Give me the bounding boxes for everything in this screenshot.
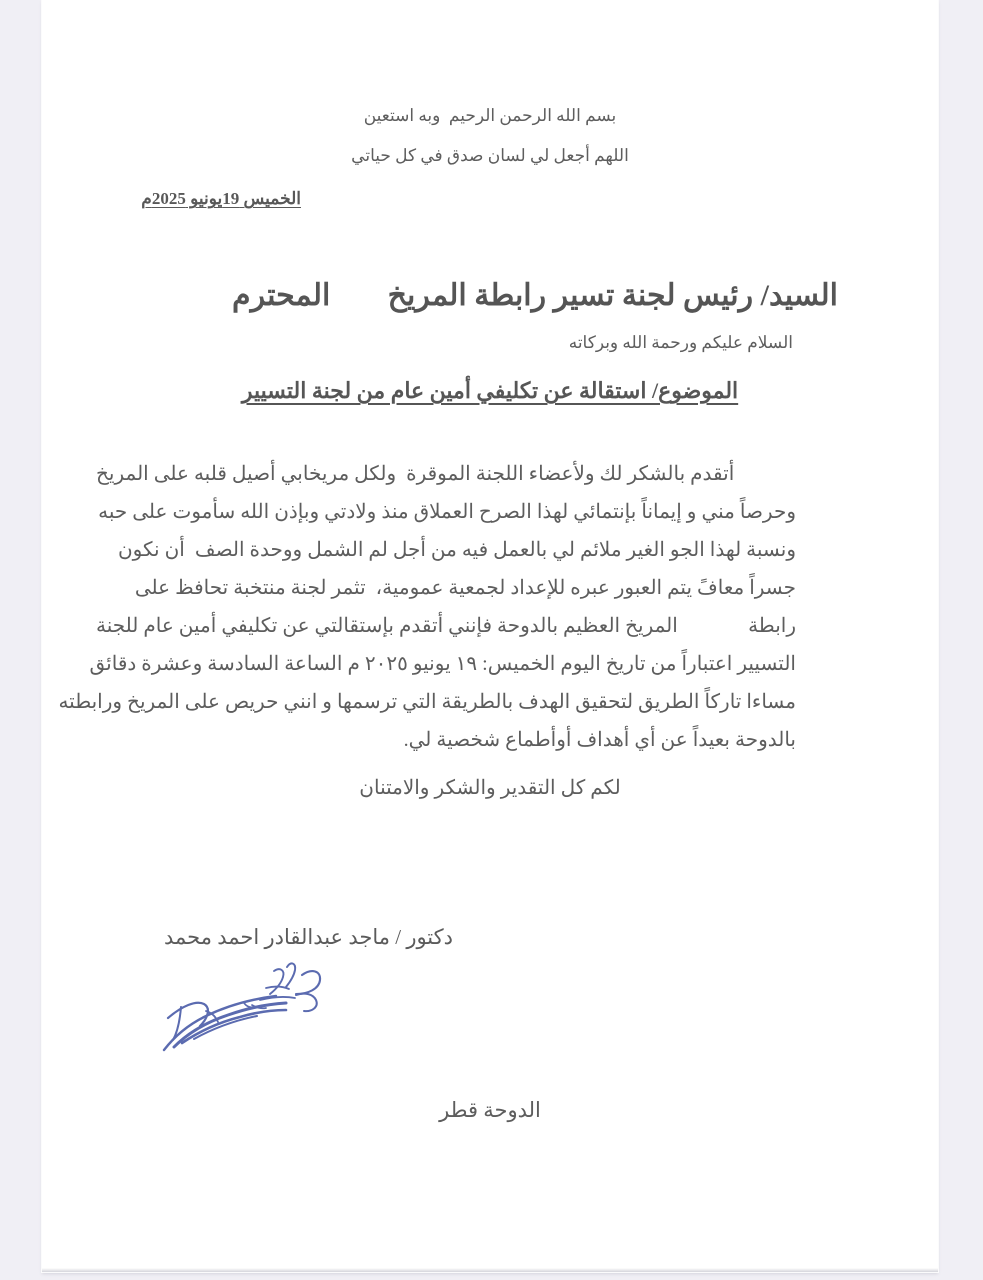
body-line-segment: وحرصاً مني و إيماناً بإنتمائي لهذا الصرح العملاق منذ ولادتي وبإذن الله سأموت على حبه [98,501,796,523]
body-line [58,683,796,721]
body-line [96,569,796,607]
body-line-segment: المريخ العظيم بالدوحة فإنني أتقدم بإستقالتي عن تكليفي أمين عام للجنة [96,615,678,637]
letter-date: الخميس 19يونيو 2025م [141,189,301,208]
body-line-segment: جسراً معافً يتم العبور عبره للإعداد لجمعية عمومية، تثمر لجنة منتخبة تحافظ على [134,577,796,599]
body-line [96,455,796,493]
body-line-segment: مساءا تاركاً الطريق لتحقيق الهدف بالطريقة التي ترسمها و انني حريص على المريخ ورابطته [58,691,796,713]
body-line [96,721,796,759]
body-line [96,607,796,645]
document-content [42,0,938,1272]
subject-text: الموضوع/ استقالة عن تكليفي أمين عام من لجنة التسيير [241,378,739,403]
body-line-segment: بالدوحة بعيداً عن أي أهداف أوأطماع شخصية لي. [403,729,796,751]
subject-line [42,378,938,404]
footer-place: الدوحة قطر [439,1098,541,1122]
basmala-line: بسم الله الرحمن الرحيم وبه استعين [363,106,617,125]
recipient-honorific: المحترم [232,279,331,312]
dua-line: اللهم أجعل لي لسان صدق في كل حياتي [351,146,629,165]
body-line-segment: التسيير اعتباراً من تاريخ اليوم الخميس: ١٩ يونيو ٢٠٢٥ م الساعة السادسة وعشرة دقائق [89,653,796,675]
body-line [96,531,796,569]
greeting-line: السلام عليكم ورحمة الله وبركاته [568,333,793,352]
body-line-segment: أتقدم بالشكر لك ولأعضاء اللجنة الموقرة ولكل مريخابي أصيل قلبه على المريخ [96,463,735,485]
body-line-segment: رابطة [748,615,796,637]
letter-body [58,455,796,759]
handwritten-signature-icon [148,955,378,1060]
body-line [96,493,796,531]
closing-thanks-line: لكم كل التقدير والشكر والامتنان [359,777,621,799]
signature-name: دكتور / ماجد عبدالقادر احمد محمد [164,925,453,949]
body-line [89,645,796,683]
body-line-segment: ونسبة لهذا الجو الغير ملائم لي بالعمل فيه من أجل لم الشمل ووحدة الصف أن نكون [117,539,796,561]
recipient-title: السيد/ رئيس لجنة تسير رابطة المريخ [387,279,838,312]
scanned-page [42,0,938,1272]
recipient-line [232,278,838,313]
